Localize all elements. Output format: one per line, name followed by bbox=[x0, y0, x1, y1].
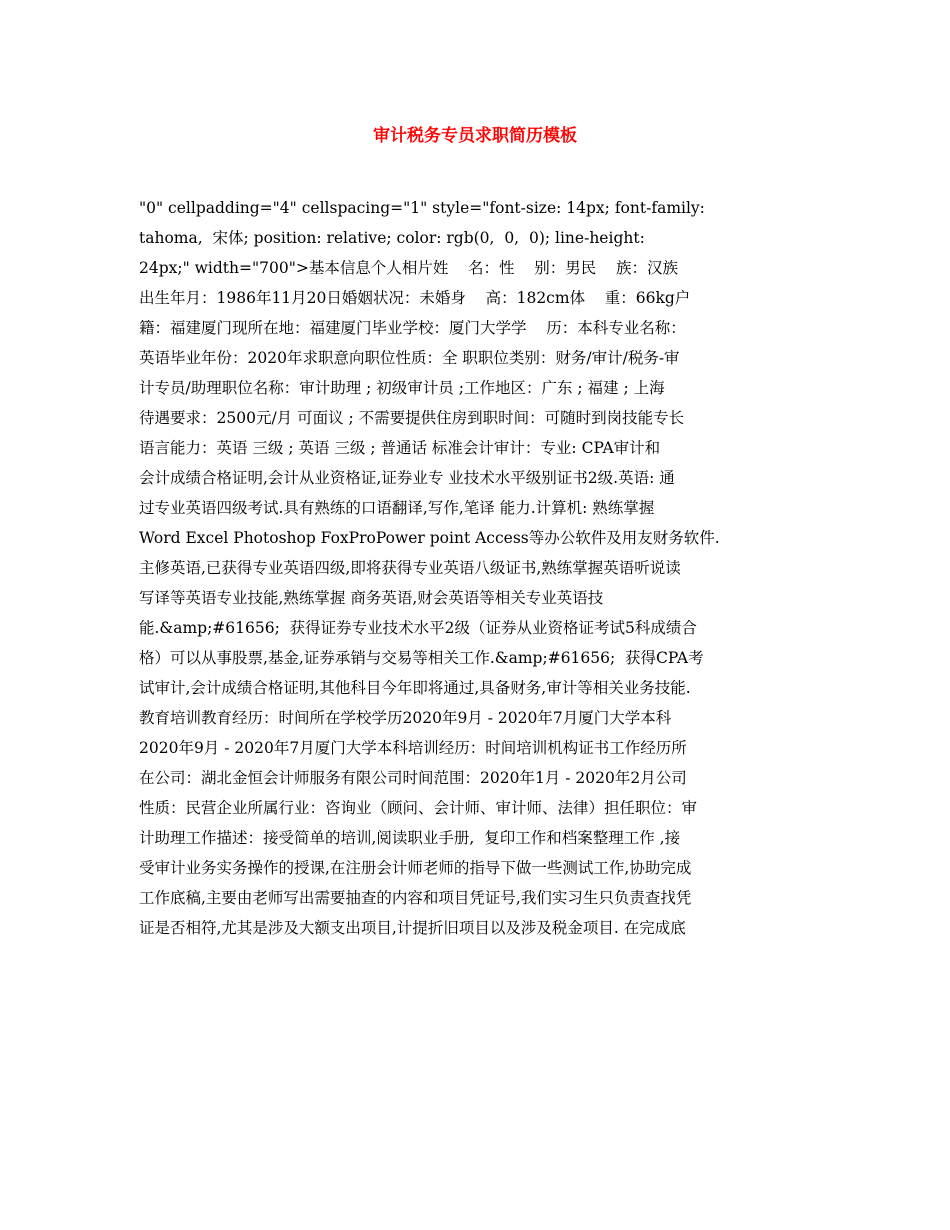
body-line: 2020年9月 - 2020年7月厦门大学本科培训经历：时间培训机构证书工作经历所 bbox=[139, 739, 687, 757]
body-line: 待遇要求：2500元/月 可面议 ; 不需要提供住房到职时间：可随时到岗技能专长 bbox=[139, 409, 685, 427]
document-title: 审计税务专员求职简历模板 bbox=[373, 126, 577, 146]
body-line: 教育培训教育经历：时间所在学校学历2020年9月 - 2020年7月厦门大学本科 bbox=[139, 709, 672, 727]
body-line: 试审计,会计成绩合格证明,其他科目今年即将通过,具备财务,审计等相关业务技能. bbox=[139, 679, 691, 697]
body-line: 能.&amp;#61656; 获得证券专业技术水平2级（证券从业资格证考试5科成绩合 bbox=[139, 619, 697, 637]
document-body bbox=[139, 193, 819, 943]
body-line: 工作底稿,主要由老师写出需要抽查的内容和项目凭证号,我们实习生只负责查找凭 bbox=[139, 889, 692, 907]
body-line: 过专业英语四级考试.具有熟练的口语翻译,写作,笔译 能力.计算机: 熟练掌握 bbox=[139, 499, 655, 517]
body-line: Word Excel Photoshop FoxProPower point Access等办公软件及用友财务软件. bbox=[139, 529, 720, 547]
body-line: tahoma, 宋体; position: relative; color: rgb(0, 0, 0); line-height: bbox=[139, 229, 645, 247]
body-line: 24px;" width="700">基本信息个人相片姓 名：性 别：男民 族：汉族 bbox=[139, 259, 678, 277]
body-line: 籍：福建厦门现所在地：福建厦门毕业学校：厦门大学学 历：本科专业名称： bbox=[139, 319, 686, 337]
body-line: 写译等英语专业技能,熟练掌握 商务英语,财会英语等相关专业英语技 bbox=[139, 589, 604, 607]
body-line: 英语毕业年份：2020年求职意向职位性质：全 职职位类别：财务/审计/税务-审 bbox=[139, 349, 680, 367]
body-line: 性质：民营企业所属行业：咨询业（顾问、会计师、审计师、法律）担任职位：审 bbox=[139, 799, 698, 817]
body-line: 计助理工作描述：接受简单的培训,阅读职业手册, 复印工作和档案整理工作 ,接 bbox=[139, 829, 681, 847]
body-line: 证是否相符,尤其是涉及大额支出项目,计提折旧项目以及涉及税金项目. 在完成底 bbox=[139, 919, 686, 937]
body-line: 语言能力：英语 三级 ; 英语 三级 ; 普通话 标准会计审计：专业: CPA审计和 bbox=[139, 439, 661, 457]
body-line: 计专员/助理职位名称：审计助理 ; 初级审计员 ;工作地区：广东 ; 福建 ; 上海 bbox=[139, 379, 665, 397]
body-line: 会计成绩合格证明,会计从业资格证,证券业专 业技术水平级别证书2级.英语: 通 bbox=[139, 469, 675, 487]
body-line: 在公司：湖北金恒会计师服务有限公司时间范围：2020年1月 - 2020年2月公司 bbox=[139, 769, 687, 787]
body-line: 受审计业务实务操作的授课,在注册会计师老师的指导下做一些测试工作,协助完成 bbox=[139, 859, 692, 877]
body-line: 格）可以从事股票,基金,证券承销与交易等相关工作.&amp;#61656; 获得CPA考 bbox=[139, 649, 704, 667]
body-line: "0" cellpadding="4" cellspacing="1" style="font-size: 14px; font-family: bbox=[139, 199, 705, 217]
body-line: 主修英语,已获得专业英语四级,即将获得专业英语八级证书,熟练掌握英语听说读 bbox=[139, 559, 681, 577]
body-line: 出生年月：1986年11月20日婚姻状况：未婚身 高：182cm体 重：66kg户 bbox=[139, 289, 691, 307]
